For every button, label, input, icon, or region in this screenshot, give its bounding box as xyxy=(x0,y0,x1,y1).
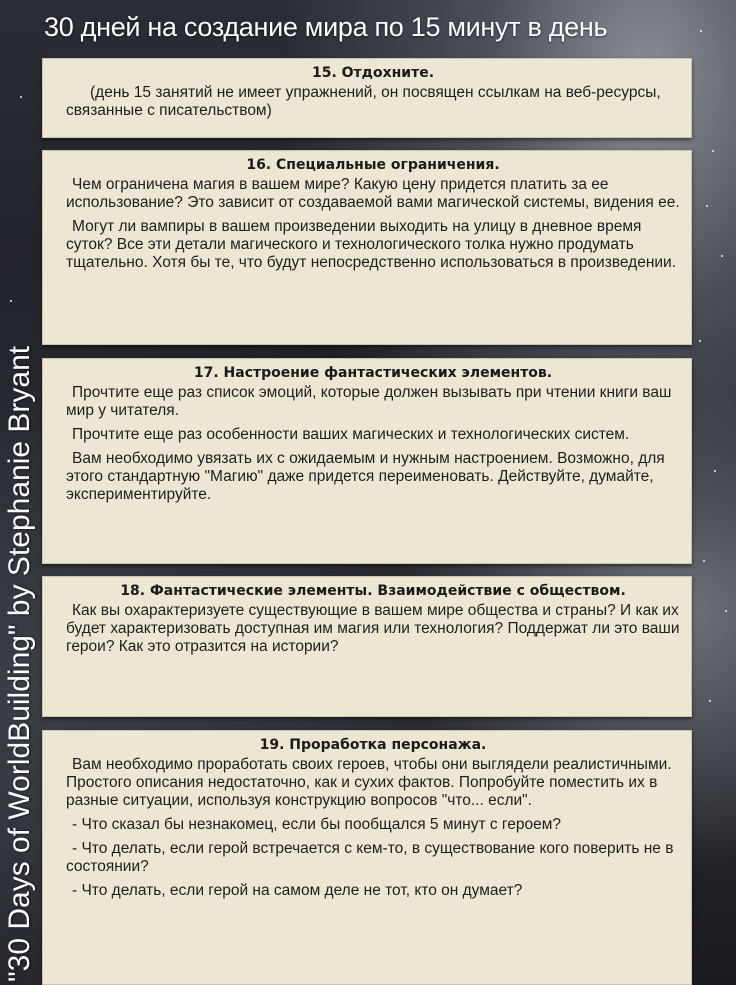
section-paragraph: (день 15 занятий не имеет упражнений, он посвящен ссылкам на веб-ресурсы, связанные с писательством) xyxy=(66,84,661,119)
section-card-17 xyxy=(42,358,692,564)
section-paragraph: Чем ограничена магия в вашем мире? Какую цену придется платить за ее использование? Это зависит от создаваемой вами магической системы, видения ее. xyxy=(66,176,680,211)
section-card-15 xyxy=(42,58,692,138)
section-paragraph: Вам необходимо проработать своих героев, чтобы они выглядели реалистичными. Простого описания недостаточно, как и сухих фактов. Попробуйте поместить их в разные ситуации, используя конструкцию вопросов "что... если". xyxy=(66,756,672,809)
section-paragraph: Вам необходимо увязать их с ожидаемым и нужным настроением. Возможно, для этого стандартную "Магию" даже придется переименовать. Действуйте, думайте, экспериментируйте. xyxy=(66,450,665,503)
section-title: 18. Фантастические элементы. Взаимодействие с обществом. xyxy=(120,583,626,599)
section-paragraph: Прочтите еще раз особенности ваших магических и технологических систем. xyxy=(72,426,630,443)
page-title: 30 дней на создание мира по 15 минут в день xyxy=(44,12,608,42)
section-paragraph: Как вы охарактеризуете существующие в вашем мире общества и страны? И как их будет характеризовать доступная им магия или технология? Поддержат ли это ваши герои? Как это отразится на истории? xyxy=(66,602,680,655)
section-title: 15. Отдохните. xyxy=(311,65,435,81)
section-title: 16. Специальные ограничения. xyxy=(246,157,500,173)
vertical-credit-text: "30 Days of WorldBuilding" by Stephanie Bryant xyxy=(3,345,36,982)
section-paragraph: - Что делать, если герой на самом деле не тот, кто он думает? xyxy=(72,882,523,899)
section-card-18 xyxy=(42,576,692,717)
section-paragraph: Прочтите еще раз список эмоций, которые должен вызывать при чтении книги ваш мир у читателя. xyxy=(66,384,672,419)
section-paragraph: - Что сказал бы незнакомец, если бы пообщался 5 минут с героем? xyxy=(72,816,562,833)
section-title: 17. Настроение фантастических элементов. xyxy=(193,365,553,381)
section-title: 19. Проработка персонажа. xyxy=(259,737,487,753)
section-card-19 xyxy=(42,730,692,985)
section-paragraph: Могут ли вампиры в вашем произведении выходить на улицу в дневное время суток? Все эти детали магического и технологического толка нужно продумать тщательно. Хотя бы те, что будут непосредственно использоваться в произведении. xyxy=(66,218,677,271)
section-paragraph: - Что делать, если герой встречается с кем-то, в существование кого поверить не в состоянии? xyxy=(66,840,674,875)
section-card-16 xyxy=(42,150,692,345)
